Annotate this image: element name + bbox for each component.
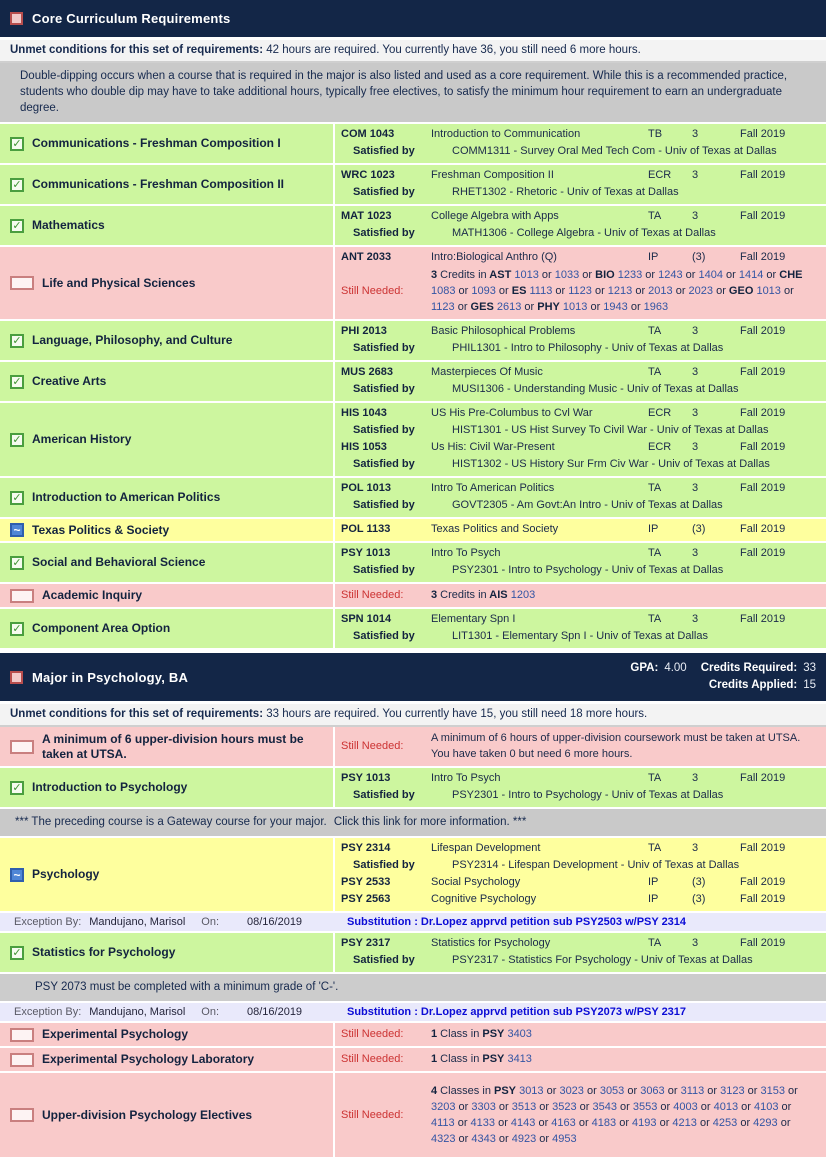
requirement-name: Component Area Option bbox=[32, 621, 171, 635]
course-title: Intro To Psych bbox=[431, 547, 501, 559]
requirement-name: Social and Behavioral Science bbox=[32, 555, 206, 569]
requirement-row bbox=[0, 584, 826, 609]
still-needed-label: Still Needed: bbox=[341, 285, 404, 297]
requirement-row bbox=[0, 206, 826, 247]
course-grade: TA bbox=[648, 210, 662, 222]
exception-by-name: Mandujano, Marisol bbox=[89, 1006, 186, 1018]
course-grade: ECR bbox=[648, 407, 672, 419]
course-credits: 3 bbox=[692, 772, 699, 784]
course-credits: (3) bbox=[692, 251, 706, 263]
unchecked-icon bbox=[10, 1028, 34, 1042]
requirement-name: Texas Politics & Society bbox=[32, 522, 170, 537]
satisfied-label: Satisfied by bbox=[353, 630, 415, 642]
requirement-name: Statistics for Psychology bbox=[32, 945, 176, 959]
double-dip-note: Double-dipping occurs when a course that is required in the major is also listed and used as a core requirement. While this is a recommended practice, students who double dip may have to take additional hours, typically free electives, to satisfy the minimum hour requirement to earn an undergraduate degree. bbox=[0, 63, 826, 124]
requirement-name: Life and Physical Sciences bbox=[42, 275, 196, 290]
course-term: Fall 2019 bbox=[740, 523, 786, 535]
requirement-name: Mathematics bbox=[32, 218, 105, 232]
course-title: Us His: Civil War-Present bbox=[431, 441, 555, 453]
gpa-label: GPA: bbox=[630, 662, 659, 674]
course-credits: 3 bbox=[692, 547, 699, 559]
course-grade: TA bbox=[648, 937, 662, 949]
course-code: HIS 1053 bbox=[341, 441, 387, 453]
checked-icon: ✓ bbox=[10, 375, 24, 389]
course-title: Statistics for Psychology bbox=[431, 937, 551, 949]
satisfied-detail: GOVT2305 - Am Govt:An Intro - Univ of Texas at Dallas bbox=[452, 499, 723, 511]
requirement-name: Communications - Freshman Composition II bbox=[32, 177, 285, 191]
core-section-header bbox=[0, 0, 826, 40]
course-title: Elementary Spn I bbox=[431, 613, 516, 625]
satisfied-detail: PSY2301 - Intro to Psychology - Univ of Texas at Dallas bbox=[452, 564, 724, 576]
course-code: MUS 2683 bbox=[341, 366, 393, 378]
course-grade: IP bbox=[648, 893, 659, 905]
in-progress-icon: ~ bbox=[10, 868, 24, 882]
course-grade: IP bbox=[648, 251, 659, 263]
satisfied-label: Satisfied by bbox=[353, 186, 415, 198]
course-code: POL 1133 bbox=[341, 523, 391, 535]
course-term: Fall 2019 bbox=[740, 251, 786, 263]
course-code: PSY 2314 bbox=[341, 842, 391, 854]
still-needed-text: 4 Classes in PSY 3013 or 3023 or 3053 or 3063 or 3113 or 3123 or 3153 or 3203 or 3303 or 3513 or 3523 or 3543 or 3553 or 4003 or 4013 or 4103 or 4113 or 4133 or 4143 or 4163 or 4183 or 4193 or 4213 or 4253 or 4293 or 4323 or 4343 or 4923 or 4953 bbox=[431, 1084, 798, 1145]
requirement-row bbox=[0, 1073, 826, 1159]
course-grade: TB bbox=[648, 128, 663, 140]
course-term: Fall 2019 bbox=[740, 366, 786, 378]
requirement-row bbox=[0, 838, 826, 913]
requirement-row bbox=[0, 362, 826, 403]
course-credits: (3) bbox=[692, 893, 706, 905]
requirement-row bbox=[0, 124, 826, 165]
unmet-label: Unmet conditions for this set of requirements: bbox=[10, 708, 264, 720]
satisfied-label: Satisfied by bbox=[353, 789, 415, 801]
satisfied-detail: LIT1301 - Elementary Spn I - Univ of Texas at Dallas bbox=[452, 630, 708, 642]
course-grade: ECR bbox=[648, 441, 672, 453]
exception-row bbox=[0, 1003, 826, 1023]
satisfied-label: Satisfied by bbox=[353, 499, 415, 511]
major-section-header bbox=[0, 650, 826, 704]
requirement-row bbox=[0, 403, 826, 478]
checked-icon: ✓ bbox=[10, 622, 24, 636]
checked-icon: ✓ bbox=[10, 137, 24, 151]
course-title: Cognitive Psychology bbox=[431, 893, 537, 905]
exception-row bbox=[0, 913, 826, 933]
requirement-row bbox=[0, 727, 826, 768]
course-term: Fall 2019 bbox=[740, 842, 786, 854]
satisfied-detail: PSY2301 - Intro to Psychology - Univ of Texas at Dallas bbox=[452, 789, 724, 801]
course-credits: 3 bbox=[692, 366, 699, 378]
major-unmet-conditions bbox=[0, 704, 826, 727]
course-code: PSY 1013 bbox=[341, 547, 391, 559]
still-needed-text: 3 Credits in AST 1013 or 1033 or BIO 1233 or 1243 or 1404 or 1414 or CHE 1083 or 1093 or ES 1113 or 1123 or 1213 or 2013 or 2023 or GEO 1013 or 1123 or GES 2613 or PHY 1013 or 1943 or 1963 bbox=[431, 269, 803, 313]
still-needed-text: 1 Class in PSY 3403 bbox=[431, 1028, 532, 1040]
requirement-row bbox=[0, 1023, 826, 1048]
course-title: Introduction to Communication bbox=[431, 128, 581, 140]
checked-icon: ✓ bbox=[10, 946, 24, 960]
course-term: Fall 2019 bbox=[740, 407, 786, 419]
course-credits: 3 bbox=[692, 325, 699, 337]
course-grade: TA bbox=[648, 366, 662, 378]
checked-icon: ✓ bbox=[10, 491, 24, 505]
satisfied-label: Satisfied by bbox=[353, 145, 415, 157]
core-section-title: Core Curriculum Requirements bbox=[32, 11, 231, 26]
unchecked-icon bbox=[10, 1108, 34, 1122]
credits-applied-value: 15 bbox=[803, 679, 816, 691]
credits-required-value: 33 bbox=[803, 662, 816, 674]
exception-date: 08/16/2019 bbox=[247, 916, 303, 928]
course-code: POL 1013 bbox=[341, 482, 391, 494]
requirement-name: Creative Arts bbox=[32, 374, 107, 388]
satisfied-detail: PSY2317 - Statistics For Psychology - Univ of Texas at Dallas bbox=[452, 954, 753, 966]
course-credits: 3 bbox=[692, 407, 699, 419]
still-needed-label: Still Needed: bbox=[341, 740, 404, 752]
satisfied-detail: COMM1311 - Survey Oral Med Tech Com - Univ of Texas at Dallas bbox=[452, 145, 777, 157]
unchecked-icon bbox=[10, 740, 34, 754]
unchecked-icon bbox=[10, 276, 34, 290]
satisfied-detail: HIST1301 - US Hist Survey To Civil War - Univ of Texas at Dallas bbox=[452, 424, 769, 436]
course-code: COM 1043 bbox=[341, 128, 395, 140]
course-code: ANT 2033 bbox=[341, 251, 392, 263]
checked-icon: ✓ bbox=[10, 334, 24, 348]
requirement-row bbox=[0, 321, 826, 362]
major-stats bbox=[630, 660, 816, 694]
course-code: SPN 1014 bbox=[341, 613, 392, 625]
course-grade: TA bbox=[648, 613, 662, 625]
course-title: Freshman Composition II bbox=[431, 169, 554, 181]
requirement-name: American History bbox=[32, 432, 132, 446]
satisfied-label: Satisfied by bbox=[353, 342, 415, 354]
requirement-row bbox=[0, 609, 826, 650]
requirement-row bbox=[0, 519, 826, 543]
course-title: Basic Philosophical Problems bbox=[431, 325, 576, 337]
course-credits: 3 bbox=[692, 613, 699, 625]
section-checkbox-icon bbox=[10, 671, 23, 684]
satisfied-label: Satisfied by bbox=[353, 227, 415, 239]
core-unmet-conditions bbox=[0, 40, 826, 63]
requirement-name: Upper-division Psychology Electives bbox=[42, 1107, 253, 1122]
satisfied-label: Satisfied by bbox=[353, 859, 415, 871]
requirement-row bbox=[0, 543, 826, 584]
substitution-link[interactable]: Substitution : Dr.Lopez apprvd petition sub PSY2503 w/PSY 2314 bbox=[347, 916, 687, 928]
course-credits: 3 bbox=[692, 842, 699, 854]
course-code: PSY 2563 bbox=[341, 893, 391, 905]
course-term: Fall 2019 bbox=[740, 441, 786, 453]
satisfied-detail: MUSI1306 - Understanding Music - Univ of Texas at Dallas bbox=[452, 383, 739, 395]
satisfied-detail: PHIL1301 - Intro to Philosophy - Univ of Texas at Dallas bbox=[452, 342, 724, 354]
course-term: Fall 2019 bbox=[740, 547, 786, 559]
satisfied-label: Satisfied by bbox=[353, 458, 415, 470]
requirement-name: Communications - Freshman Composition I bbox=[32, 136, 281, 150]
gateway-note-link[interactable]: Click this link for more information. *** bbox=[333, 816, 527, 828]
checked-icon: ✓ bbox=[10, 781, 24, 795]
course-grade: TA bbox=[648, 772, 662, 784]
course-term: Fall 2019 bbox=[740, 876, 786, 888]
exception-by-label: Exception By: bbox=[14, 1006, 82, 1018]
course-title: Intro To Psych bbox=[431, 772, 501, 784]
course-code: WRC 1023 bbox=[341, 169, 395, 181]
course-grade: TA bbox=[648, 325, 662, 337]
unmet-text: 42 hours are required. You currently have 36, you still need 6 more hours. bbox=[266, 44, 641, 56]
requirement-name: Academic Inquiry bbox=[42, 588, 143, 602]
course-code: PHI 2013 bbox=[341, 325, 387, 337]
course-code: PSY 1013 bbox=[341, 772, 391, 784]
course-title: Lifespan Development bbox=[431, 842, 541, 854]
checked-icon: ✓ bbox=[10, 178, 24, 192]
checked-icon: ✓ bbox=[10, 219, 24, 233]
requirement-name: A minimum of 6 upper-division hours must be taken at UTSA. bbox=[42, 731, 304, 761]
requirement-row bbox=[0, 1048, 826, 1073]
course-credits: 3 bbox=[692, 482, 699, 494]
course-code: HIS 1043 bbox=[341, 407, 387, 419]
course-code: MAT 1023 bbox=[341, 210, 392, 222]
requirement-row bbox=[0, 247, 826, 321]
credits-applied-label: Credits Applied: bbox=[708, 679, 798, 691]
satisfied-detail: MATH1306 - College Algebra - Univ of Texas at Dallas bbox=[452, 227, 716, 239]
unmet-label: Unmet conditions for this set of requirements: bbox=[10, 44, 264, 56]
unchecked-icon bbox=[10, 1053, 34, 1067]
gateway-note-text: *** The preceding course is a Gateway course for your major. bbox=[15, 816, 327, 828]
satisfied-label: Satisfied by bbox=[353, 954, 415, 966]
course-credits: 3 bbox=[692, 210, 699, 222]
course-term: Fall 2019 bbox=[740, 893, 786, 905]
exception-on-label: On: bbox=[201, 1006, 219, 1018]
psy2073-note: PSY 2073 must be completed with a minimum grade of 'C-'. bbox=[0, 974, 826, 1003]
course-term: Fall 2019 bbox=[740, 128, 786, 140]
course-grade: TA bbox=[648, 547, 662, 559]
major-section-title: Major in Psychology, BA bbox=[32, 669, 189, 685]
course-title: Masterpieces Of Music bbox=[431, 366, 543, 378]
course-term: Fall 2019 bbox=[740, 937, 786, 949]
requirement-row bbox=[0, 768, 826, 809]
course-credits: 3 bbox=[692, 441, 699, 453]
requirement-name: Language, Philosophy, and Culture bbox=[32, 333, 233, 347]
course-grade: TA bbox=[648, 482, 662, 494]
requirement-row bbox=[0, 933, 826, 974]
requirement-name: Introduction to American Politics bbox=[32, 490, 221, 504]
requirement-row bbox=[0, 165, 826, 206]
course-term: Fall 2019 bbox=[740, 169, 786, 181]
requirement-row bbox=[0, 478, 826, 519]
course-grade: ECR bbox=[648, 169, 672, 181]
course-title: Social Psychology bbox=[431, 876, 521, 888]
course-title: Intro To American Politics bbox=[431, 482, 555, 494]
satisfied-label: Satisfied by bbox=[353, 564, 415, 576]
course-term: Fall 2019 bbox=[740, 772, 786, 784]
in-progress-icon: ~ bbox=[10, 523, 24, 537]
checked-icon: ✓ bbox=[10, 433, 24, 447]
course-grade: IP bbox=[648, 876, 659, 888]
course-credits: (3) bbox=[692, 876, 706, 888]
course-grade: IP bbox=[648, 523, 659, 535]
course-credits: 3 bbox=[692, 169, 699, 181]
course-term: Fall 2019 bbox=[740, 613, 786, 625]
course-grade: TA bbox=[648, 842, 662, 854]
requirement-name: Experimental Psychology Laboratory bbox=[42, 1052, 255, 1066]
course-code: PSY 2317 bbox=[341, 937, 391, 949]
course-title: College Algebra with Apps bbox=[431, 210, 559, 222]
still-needed-label: Still Needed: bbox=[341, 1028, 404, 1040]
satisfied-detail: HIST1302 - US History Sur Frm Civ War - Univ of Texas at Dallas bbox=[452, 458, 770, 470]
exception-by-label: Exception By: bbox=[14, 916, 82, 928]
gateway-note bbox=[0, 809, 826, 838]
gpa-value: 4.00 bbox=[664, 662, 687, 674]
checked-icon: ✓ bbox=[10, 556, 24, 570]
satisfied-detail: PSY2314 - Lifespan Development - Univ of Texas at Dallas bbox=[452, 859, 740, 871]
course-credits: (3) bbox=[692, 523, 706, 535]
requirement-name: Psychology bbox=[32, 867, 100, 881]
course-term: Fall 2019 bbox=[740, 325, 786, 337]
course-title: US His Pre-Columbus to Cvl War bbox=[431, 407, 593, 419]
still-needed-label: Still Needed: bbox=[341, 1108, 404, 1121]
still-needed-label: Still Needed: bbox=[341, 1053, 404, 1065]
requirement-name: Introduction to Psychology bbox=[32, 780, 188, 794]
satisfied-label: Satisfied by bbox=[353, 424, 415, 436]
unchecked-icon bbox=[10, 589, 34, 603]
still-needed-text: 1 Class in PSY 3413 bbox=[431, 1053, 532, 1065]
exception-on-label: On: bbox=[201, 916, 219, 928]
exception-by-name: Mandujano, Marisol bbox=[89, 916, 186, 928]
still-needed-text: 3 Credits in AIS 1203 bbox=[431, 589, 536, 601]
course-code: PSY 2533 bbox=[341, 876, 391, 888]
requirement-name: Experimental Psychology bbox=[42, 1027, 189, 1041]
course-term: Fall 2019 bbox=[740, 210, 786, 222]
section-checkbox-icon bbox=[10, 12, 23, 25]
course-title: Texas Politics and Society bbox=[431, 523, 559, 535]
substitution-link[interactable]: Substitution : Dr.Lopez apprvd petition sub PSY2073 w/PSY 2317 bbox=[347, 1006, 687, 1018]
satisfied-label: Satisfied by bbox=[353, 383, 415, 395]
credits-required-label: Credits Required: bbox=[700, 662, 798, 674]
course-credits: 3 bbox=[692, 937, 699, 949]
exception-date: 08/16/2019 bbox=[247, 1006, 303, 1018]
unmet-text: 33 hours are required. You currently have 15, you still need 18 more hours. bbox=[266, 708, 648, 720]
satisfied-detail: RHET1302 - Rhetoric - Univ of Texas at Dallas bbox=[452, 186, 679, 198]
still-needed-text: A minimum of 6 hours of upper-division coursework must be taken at UTSA. You have taken 0 but need 6 more hours. bbox=[431, 732, 801, 760]
still-needed-label: Still Needed: bbox=[341, 589, 404, 601]
course-credits: 3 bbox=[692, 128, 699, 140]
course-term: Fall 2019 bbox=[740, 482, 786, 494]
course-title: Intro:Biological Anthro (Q) bbox=[431, 251, 557, 263]
